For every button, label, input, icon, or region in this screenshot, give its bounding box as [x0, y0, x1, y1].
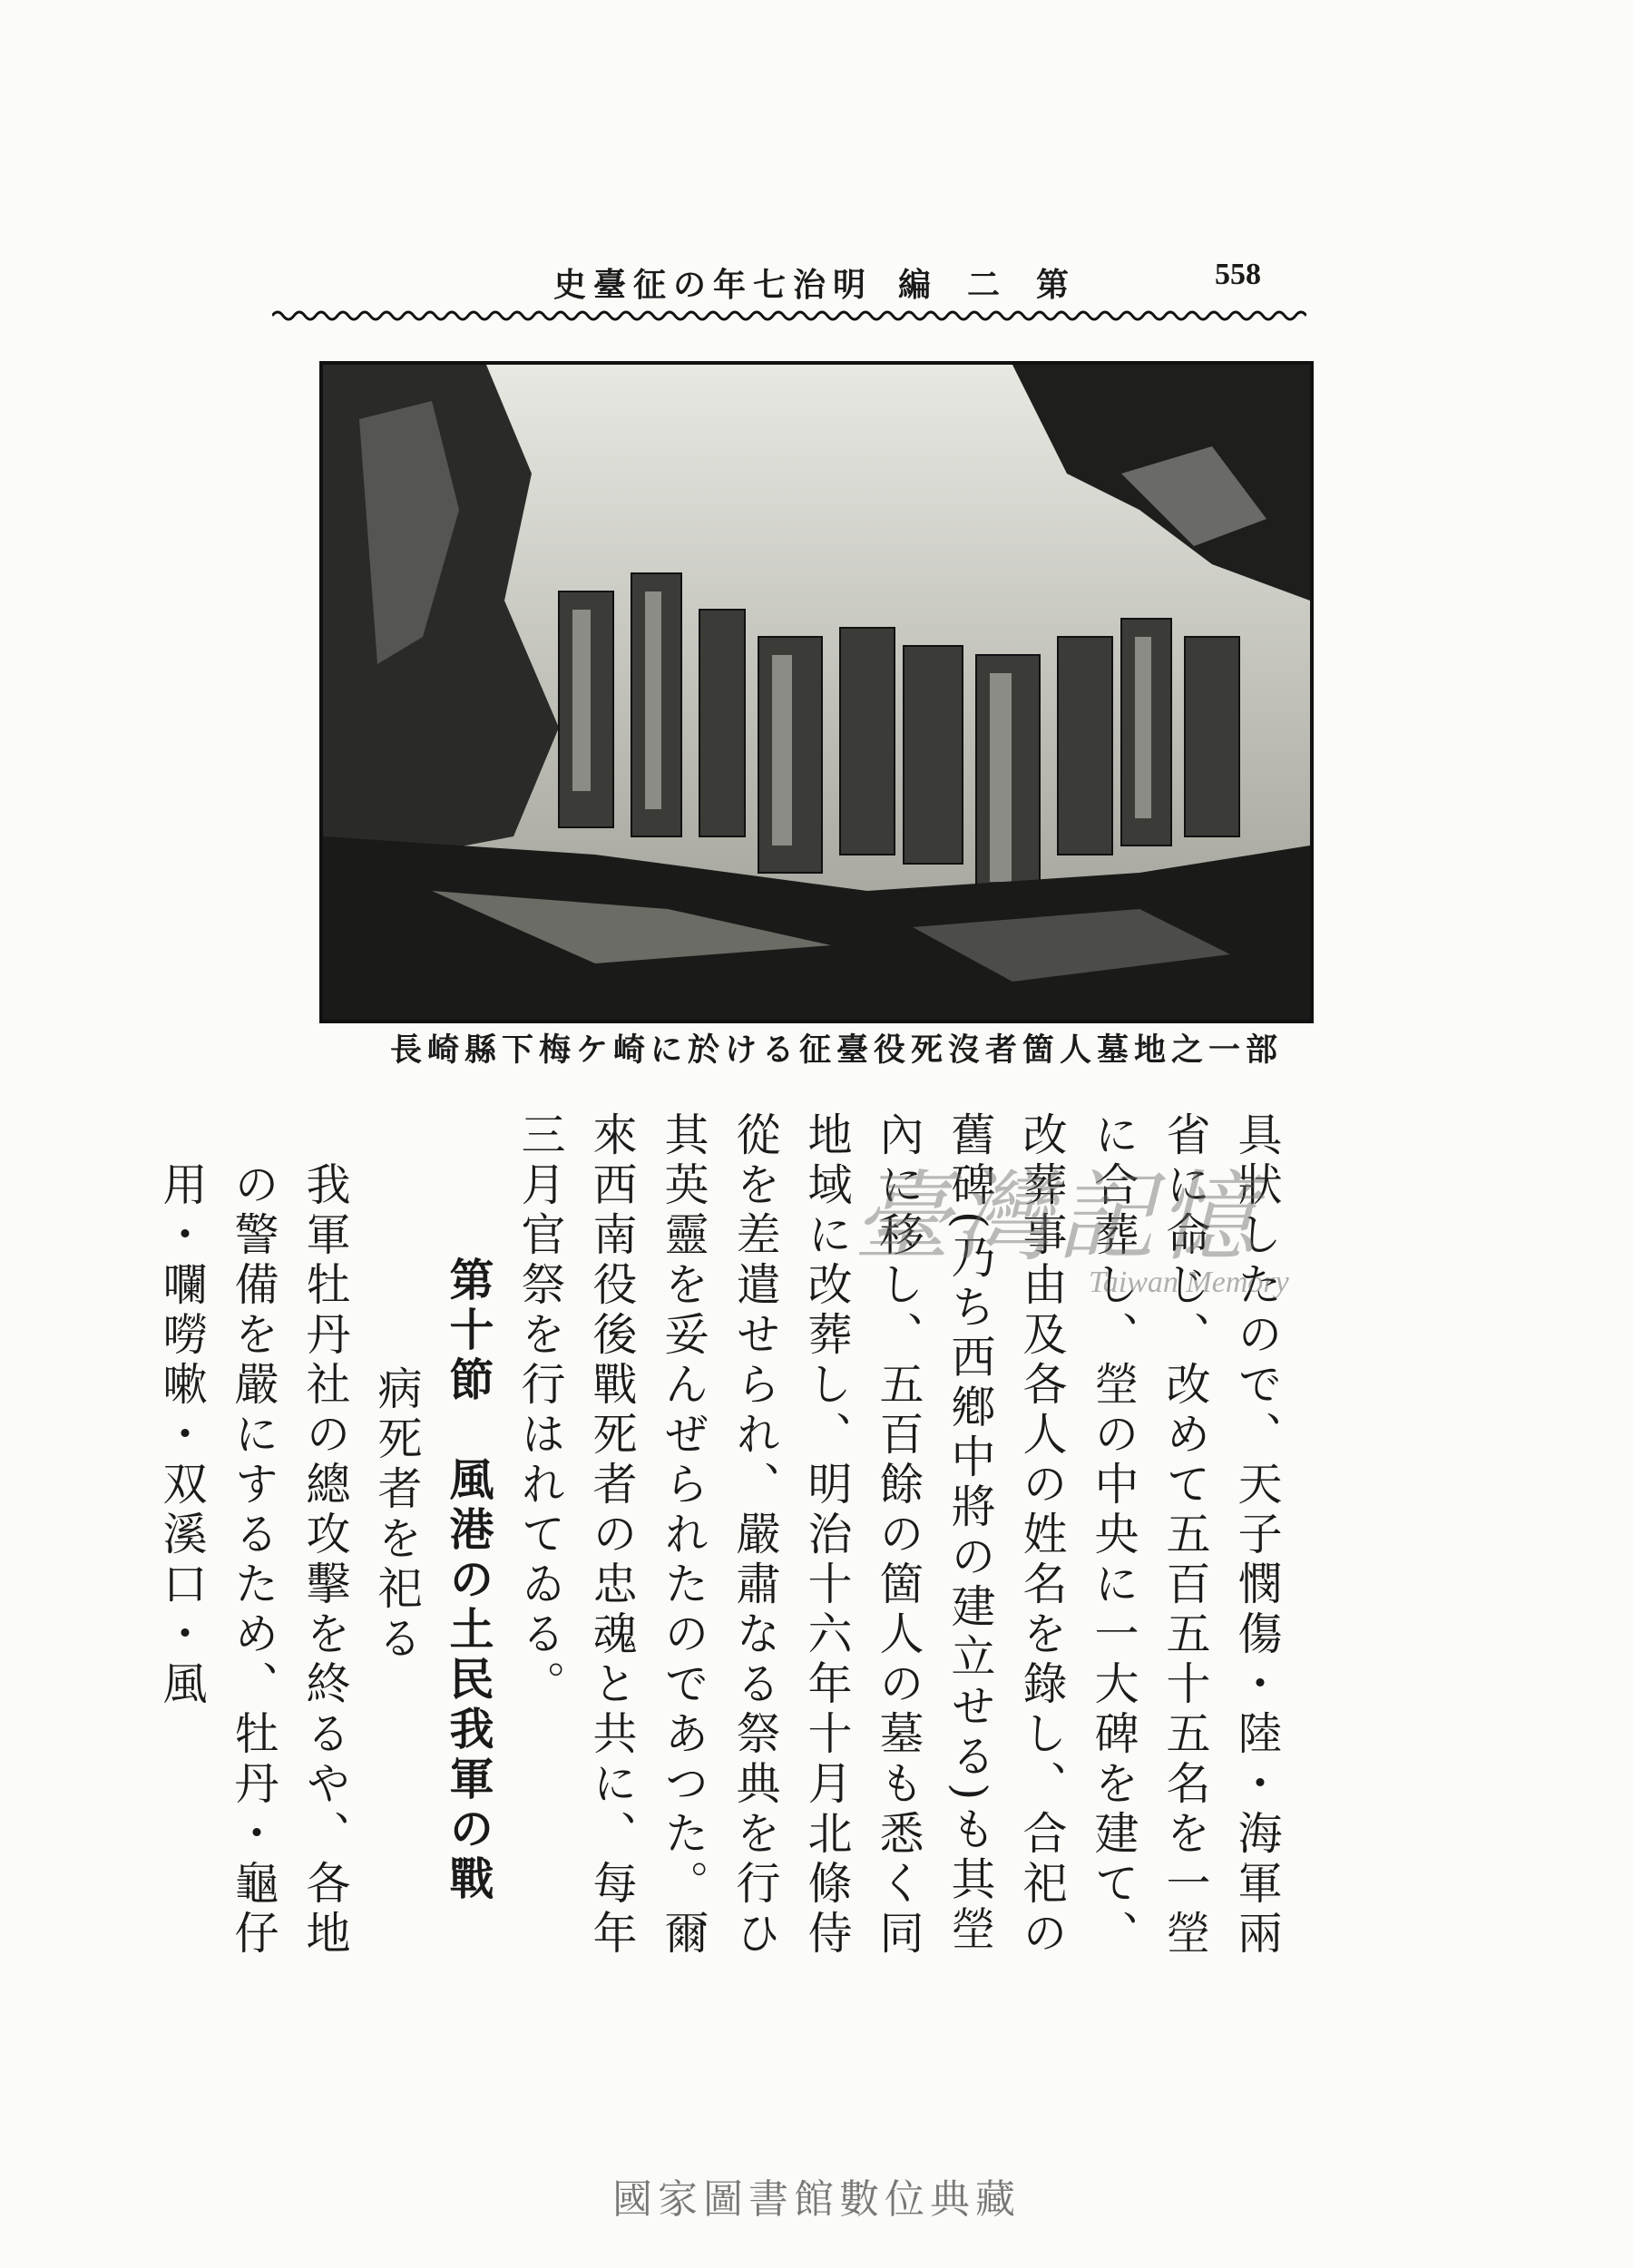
- section-subheading: 病死者を祀る: [371, 1365, 423, 1665]
- photo-caption: 長崎縣下梅ケ崎に於ける征臺役死沒者箇人墓地之一部: [390, 1031, 1284, 1069]
- header-title: 史臺征の年七治明: [553, 266, 874, 304]
- header-part: 編二第: [898, 266, 1106, 304]
- page-number: 558: [1215, 258, 1261, 291]
- body-text: [156, 1111, 1293, 1973]
- paragraph-2: 我軍牡丹社の總攻擊を終るや、各地の警備を嚴にするため、牡丹・龜仔用・㘓嘮嗽・双溪口・風: [156, 1161, 351, 1960]
- paragraph-1: 具狀したので、天子憫傷・陸・海軍兩省に命じ、改めて五百五十五名を一塋に合葬し、塋の中央に一大碑を建て、改葬事由及各人の姓名を錄し、合祀の舊碑(乃ち西鄕中將の建立せる)も其塋內に移し、五百餘の箇人の墓も悉く同地域に改葬し、明治十六年十月北條侍從を差遣せられ、嚴肅なる祭典を行ひ其英靈を妥んぜられたのであつた。爾來西南役後戰死者の忠魂と共に、每年三月官祭を行はれてゐる。: [514, 1111, 1283, 1960]
- wavy-rule: [272, 307, 1306, 325]
- footer-credit: 國家圖書館數位典藏: [612, 2176, 1021, 2223]
- running-header: [544, 252, 1270, 307]
- watermark-cjk: 臺灣記憶: [853, 1161, 1260, 1275]
- cemetery-photograph: [319, 361, 1314, 1023]
- section-heading: 第十節 風港の土民我軍の戰: [443, 1256, 495, 1905]
- watermark-en: Taiwan Memory: [1089, 1266, 1289, 1299]
